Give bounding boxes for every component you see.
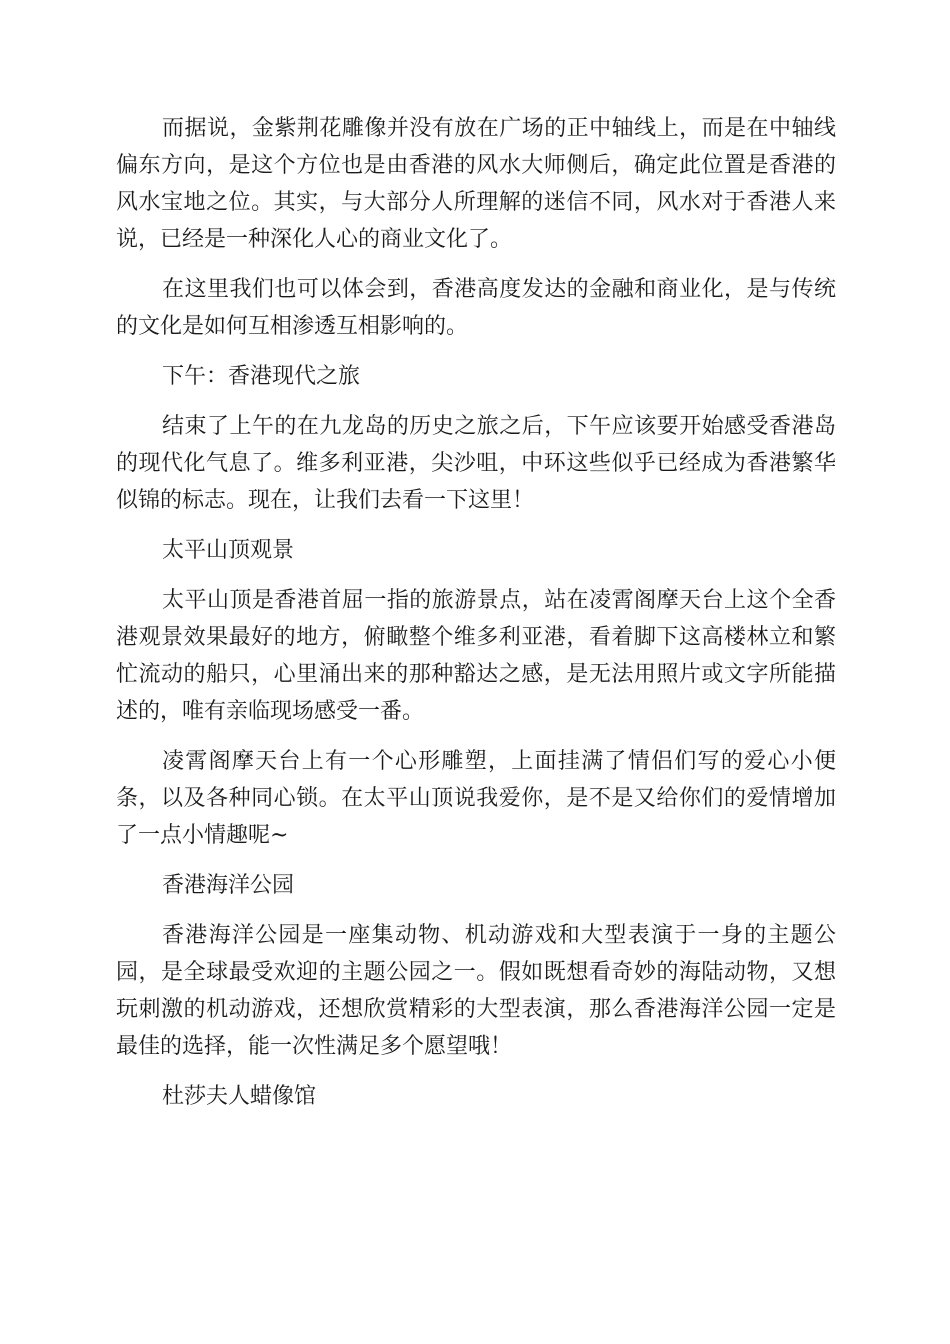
document-body	[116, 110, 836, 1128]
paragraph-bauhinia-fengshui: 而据说，金紫荆花雕像并没有放在广场的正中轴线上，而是在中轴线偏东方向，是这个方位也是由香港的风水大师侧后，确定此位置是香港的风水宝地之位。其实，与大部分人所理解的迷信不同，风水对于香港人来说，已经是一种深化人心的商业文化了。	[116, 116, 836, 252]
section-heading-afternoon: 下午：香港现代之旅	[162, 364, 361, 389]
paragraph-afternoon-intro: 结束了上午的在九龙岛的历史之旅之后，下午应该要开始感受香港岛的现代化气息了。维多利亚港，尖沙咀，中环这些似乎已经成为香港繁华似锦的标志。现在，让我们去看一下这里！	[116, 414, 836, 513]
section-heading-madame-tussauds: 杜莎夫人蜡像馆	[162, 1084, 317, 1109]
paragraph-ocean-park: 香港海洋公园是一座集动物、机动游戏和大型表演于一身的主题公园，是全球最受欢迎的主题公园之一。假如既想看奇妙的海陆动物，又想玩刺激的机动游戏，还想欣赏精彩的大型表演，那么香港海洋公园一定是最佳的选择，能一次性满足多个愿望哦！	[116, 923, 836, 1059]
paragraph-heart-sculpture: 凌霄阁摩天台上有一个心形雕塑，上面挂满了情侣们写的爱心小便条，以及各种同心锁。在太平山顶说我爱你，是不是又给你们的爱情增加了一点小情趣呢~	[116, 749, 836, 848]
paragraph-victoria-peak: 太平山顶是香港首屈一指的旅游景点，站在凌霄阁摩天台上这个全香港观景效果最好的地方，俯瞰整个维多利亚港，看着脚下这高楼林立和繁忙流动的船只，心里涌出来的那种豁达之感，是无法用照片或文字所能描述的，唯有亲临现场感受一番。	[116, 588, 836, 724]
section-heading-ocean-park: 香港海洋公园	[162, 873, 295, 898]
section-heading-victoria-peak: 太平山顶观景	[162, 538, 295, 563]
paragraph-finance-tradition: 在这里我们也可以体会到，香港高度发达的金融和商业化，是与传统的文化是如何互相渗透互相影响的。	[116, 277, 836, 339]
